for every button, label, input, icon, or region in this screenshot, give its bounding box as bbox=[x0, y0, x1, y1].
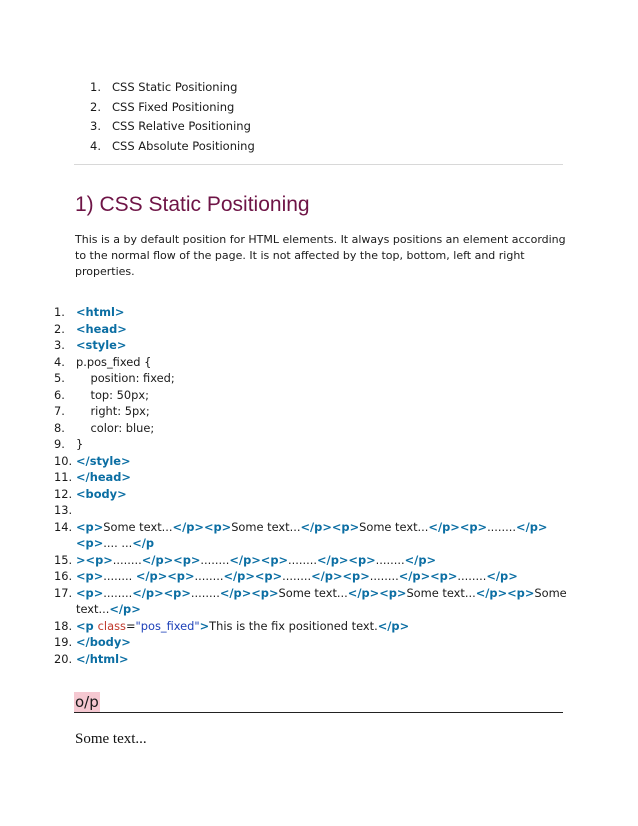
code-tag: </style> bbox=[76, 453, 131, 468]
toc-item[interactable] bbox=[90, 78, 255, 98]
code-text: ........ bbox=[375, 552, 405, 567]
line-number: 3. bbox=[54, 338, 65, 352]
code-tag: ><p> bbox=[76, 552, 113, 567]
code-tag: <p> bbox=[260, 552, 289, 567]
code-line bbox=[54, 354, 574, 371]
code-tag: </p> bbox=[109, 602, 141, 616]
code-tag: <p> bbox=[163, 585, 191, 600]
code-text: Some text... bbox=[406, 585, 476, 600]
line-number: 6. bbox=[54, 387, 65, 402]
code-text: color: blue; bbox=[76, 420, 155, 435]
code-tag: </p> bbox=[219, 585, 252, 600]
code-tag: </p> bbox=[132, 585, 164, 600]
line-number: 13. bbox=[54, 503, 73, 517]
code-tag: <p> bbox=[342, 569, 370, 583]
code-tag: <style> bbox=[76, 338, 127, 352]
code-line bbox=[54, 585, 574, 618]
code-tag: </p> bbox=[404, 552, 437, 567]
code-tag: </p> bbox=[300, 519, 332, 534]
line-number: 17. bbox=[54, 585, 73, 600]
code-text: } bbox=[76, 437, 84, 451]
line-number: 15. bbox=[54, 552, 73, 567]
code-text: top: 50px; bbox=[76, 387, 149, 402]
code-tag: <p> bbox=[203, 519, 232, 534]
line-number: 16. bbox=[54, 569, 73, 583]
code-line bbox=[54, 321, 574, 338]
code-text: ........ bbox=[457, 569, 487, 583]
code-line bbox=[54, 469, 574, 486]
code-tag: </p> bbox=[377, 618, 410, 633]
code-line bbox=[54, 568, 574, 585]
code-line bbox=[54, 552, 574, 569]
code-tag: </p> bbox=[223, 569, 255, 583]
line-number: 7. bbox=[54, 404, 65, 418]
line-number: 10. bbox=[54, 453, 73, 468]
toc-item-number: 1. bbox=[90, 80, 101, 94]
code-text: Some text... bbox=[76, 585, 567, 616]
code-text: ........ bbox=[112, 552, 142, 567]
code-tag: <p> bbox=[379, 585, 407, 600]
code-tag: <p> bbox=[331, 519, 360, 534]
line-number: 12. bbox=[54, 486, 73, 501]
code-tag: </p> bbox=[428, 519, 460, 534]
code-text: ........ bbox=[487, 519, 517, 534]
section-divider bbox=[74, 164, 563, 165]
code-text: This is the fix positioned text. bbox=[209, 618, 378, 633]
code-tag: <p> bbox=[430, 569, 458, 583]
line-number: 5. bbox=[54, 371, 65, 385]
code-tag: <p> bbox=[251, 585, 279, 600]
toc-item[interactable] bbox=[90, 137, 255, 157]
output-text: Some text... bbox=[75, 731, 147, 747]
code-tag: > bbox=[199, 618, 210, 633]
code-text: = bbox=[125, 618, 136, 633]
table-of-contents bbox=[90, 78, 255, 157]
code-tag: </body> bbox=[76, 635, 131, 649]
code-tag: <p bbox=[76, 618, 98, 633]
code-line bbox=[54, 486, 574, 503]
code-tag: <p> bbox=[459, 519, 488, 534]
code-tag: <p> bbox=[173, 552, 201, 567]
code-tag: </p> bbox=[229, 552, 261, 567]
code-tag: <p> bbox=[76, 519, 104, 534]
toc-item-number: 3. bbox=[90, 119, 101, 134]
code-tag: </p> bbox=[516, 519, 548, 534]
code-tag: <p> bbox=[76, 536, 104, 550]
code-line bbox=[54, 453, 574, 470]
line-number: 11. bbox=[54, 470, 73, 484]
code-tag: </p> bbox=[172, 519, 204, 534]
output-divider bbox=[74, 712, 563, 713]
line-number: 4. bbox=[54, 354, 65, 369]
code-tag: <html> bbox=[76, 305, 125, 319]
code-tag: </p> bbox=[486, 569, 518, 583]
code-tag: </p bbox=[132, 536, 155, 550]
toc-item-label[interactable]: CSS Absolute Positioning bbox=[112, 139, 255, 154]
code-attribute: class bbox=[97, 618, 126, 633]
toc-item[interactable] bbox=[90, 98, 255, 118]
code-text: ........ bbox=[194, 569, 224, 583]
code-text: ........ bbox=[288, 552, 318, 567]
code-text: ........ bbox=[103, 585, 133, 600]
section-heading: 1) CSS Static Positioning bbox=[75, 193, 310, 216]
code-text: position: fixed; bbox=[76, 371, 175, 385]
code-line bbox=[54, 304, 574, 321]
line-number: 9. bbox=[54, 437, 65, 451]
section-paragraph: This is a by default position for HTML elements. It always positions an element according to the normal flow of the page. It is not affected by the top, bottom, left and right properties. bbox=[75, 233, 566, 278]
code-tag: </p> bbox=[475, 585, 508, 600]
code-tag: </p> bbox=[135, 569, 168, 583]
code-tag: </p> bbox=[347, 585, 380, 600]
code-tag: <p> bbox=[507, 585, 535, 600]
code-text: Some text... bbox=[278, 585, 348, 600]
toc-item-label[interactable]: CSS Fixed Positioning bbox=[112, 99, 235, 114]
toc-item-number: 2. bbox=[90, 99, 101, 114]
code-tag: </p> bbox=[311, 569, 343, 583]
code-text: .... ... bbox=[103, 536, 133, 550]
toc-item[interactable] bbox=[90, 117, 255, 137]
line-number: 19. bbox=[54, 635, 73, 649]
code-tag: <p> bbox=[76, 585, 104, 600]
code-tag: <p> bbox=[254, 569, 283, 583]
line-number: 2. bbox=[54, 321, 65, 336]
code-text: ........ bbox=[369, 569, 399, 583]
line-number: 20. bbox=[54, 651, 73, 666]
code-tag: </html> bbox=[76, 651, 129, 666]
code-line bbox=[54, 651, 574, 668]
code-text: Some text... bbox=[231, 519, 301, 534]
code-text: ........ bbox=[103, 569, 136, 583]
code-tag: <head> bbox=[76, 321, 127, 336]
code-line bbox=[54, 337, 574, 354]
code-tag: </p> bbox=[398, 569, 431, 583]
code-line bbox=[54, 519, 574, 552]
code-tag: <p> bbox=[76, 569, 104, 583]
code-text: p.pos_fixed { bbox=[76, 354, 152, 369]
code-tag: </p> bbox=[141, 552, 174, 567]
code-text: ........ bbox=[200, 552, 230, 567]
code-text: Some text... bbox=[103, 519, 173, 534]
output-label: o/p bbox=[75, 693, 99, 711]
code-line bbox=[54, 618, 574, 635]
code-text: ........ bbox=[190, 585, 220, 600]
code-text: ........ bbox=[282, 569, 312, 583]
code-line bbox=[54, 370, 574, 387]
code-line bbox=[54, 387, 574, 404]
line-number: 18. bbox=[54, 618, 73, 633]
code-line bbox=[54, 403, 574, 420]
toc-item-label[interactable]: CSS Static Positioning bbox=[112, 80, 238, 94]
code-tag: <body> bbox=[76, 486, 127, 501]
code-line bbox=[54, 634, 574, 651]
code-tag: </head> bbox=[76, 470, 131, 484]
code-line bbox=[54, 502, 574, 519]
toc-item-number: 4. bbox=[90, 139, 101, 154]
code-tag: <p> bbox=[348, 552, 376, 567]
code-tag: </p> bbox=[317, 552, 349, 567]
line-number: 14. bbox=[54, 519, 73, 534]
line-number: 8. bbox=[54, 420, 65, 435]
line-number: 1. bbox=[54, 305, 65, 319]
code-line bbox=[54, 436, 574, 453]
code-text: Some text... bbox=[359, 519, 429, 534]
toc-item-label[interactable]: CSS Relative Positioning bbox=[112, 119, 251, 134]
code-text: right: 5px; bbox=[76, 404, 150, 418]
code-line bbox=[54, 420, 574, 437]
code-string: "pos_fixed" bbox=[135, 618, 200, 633]
code-listing bbox=[54, 304, 574, 667]
code-tag: <p> bbox=[167, 569, 195, 583]
